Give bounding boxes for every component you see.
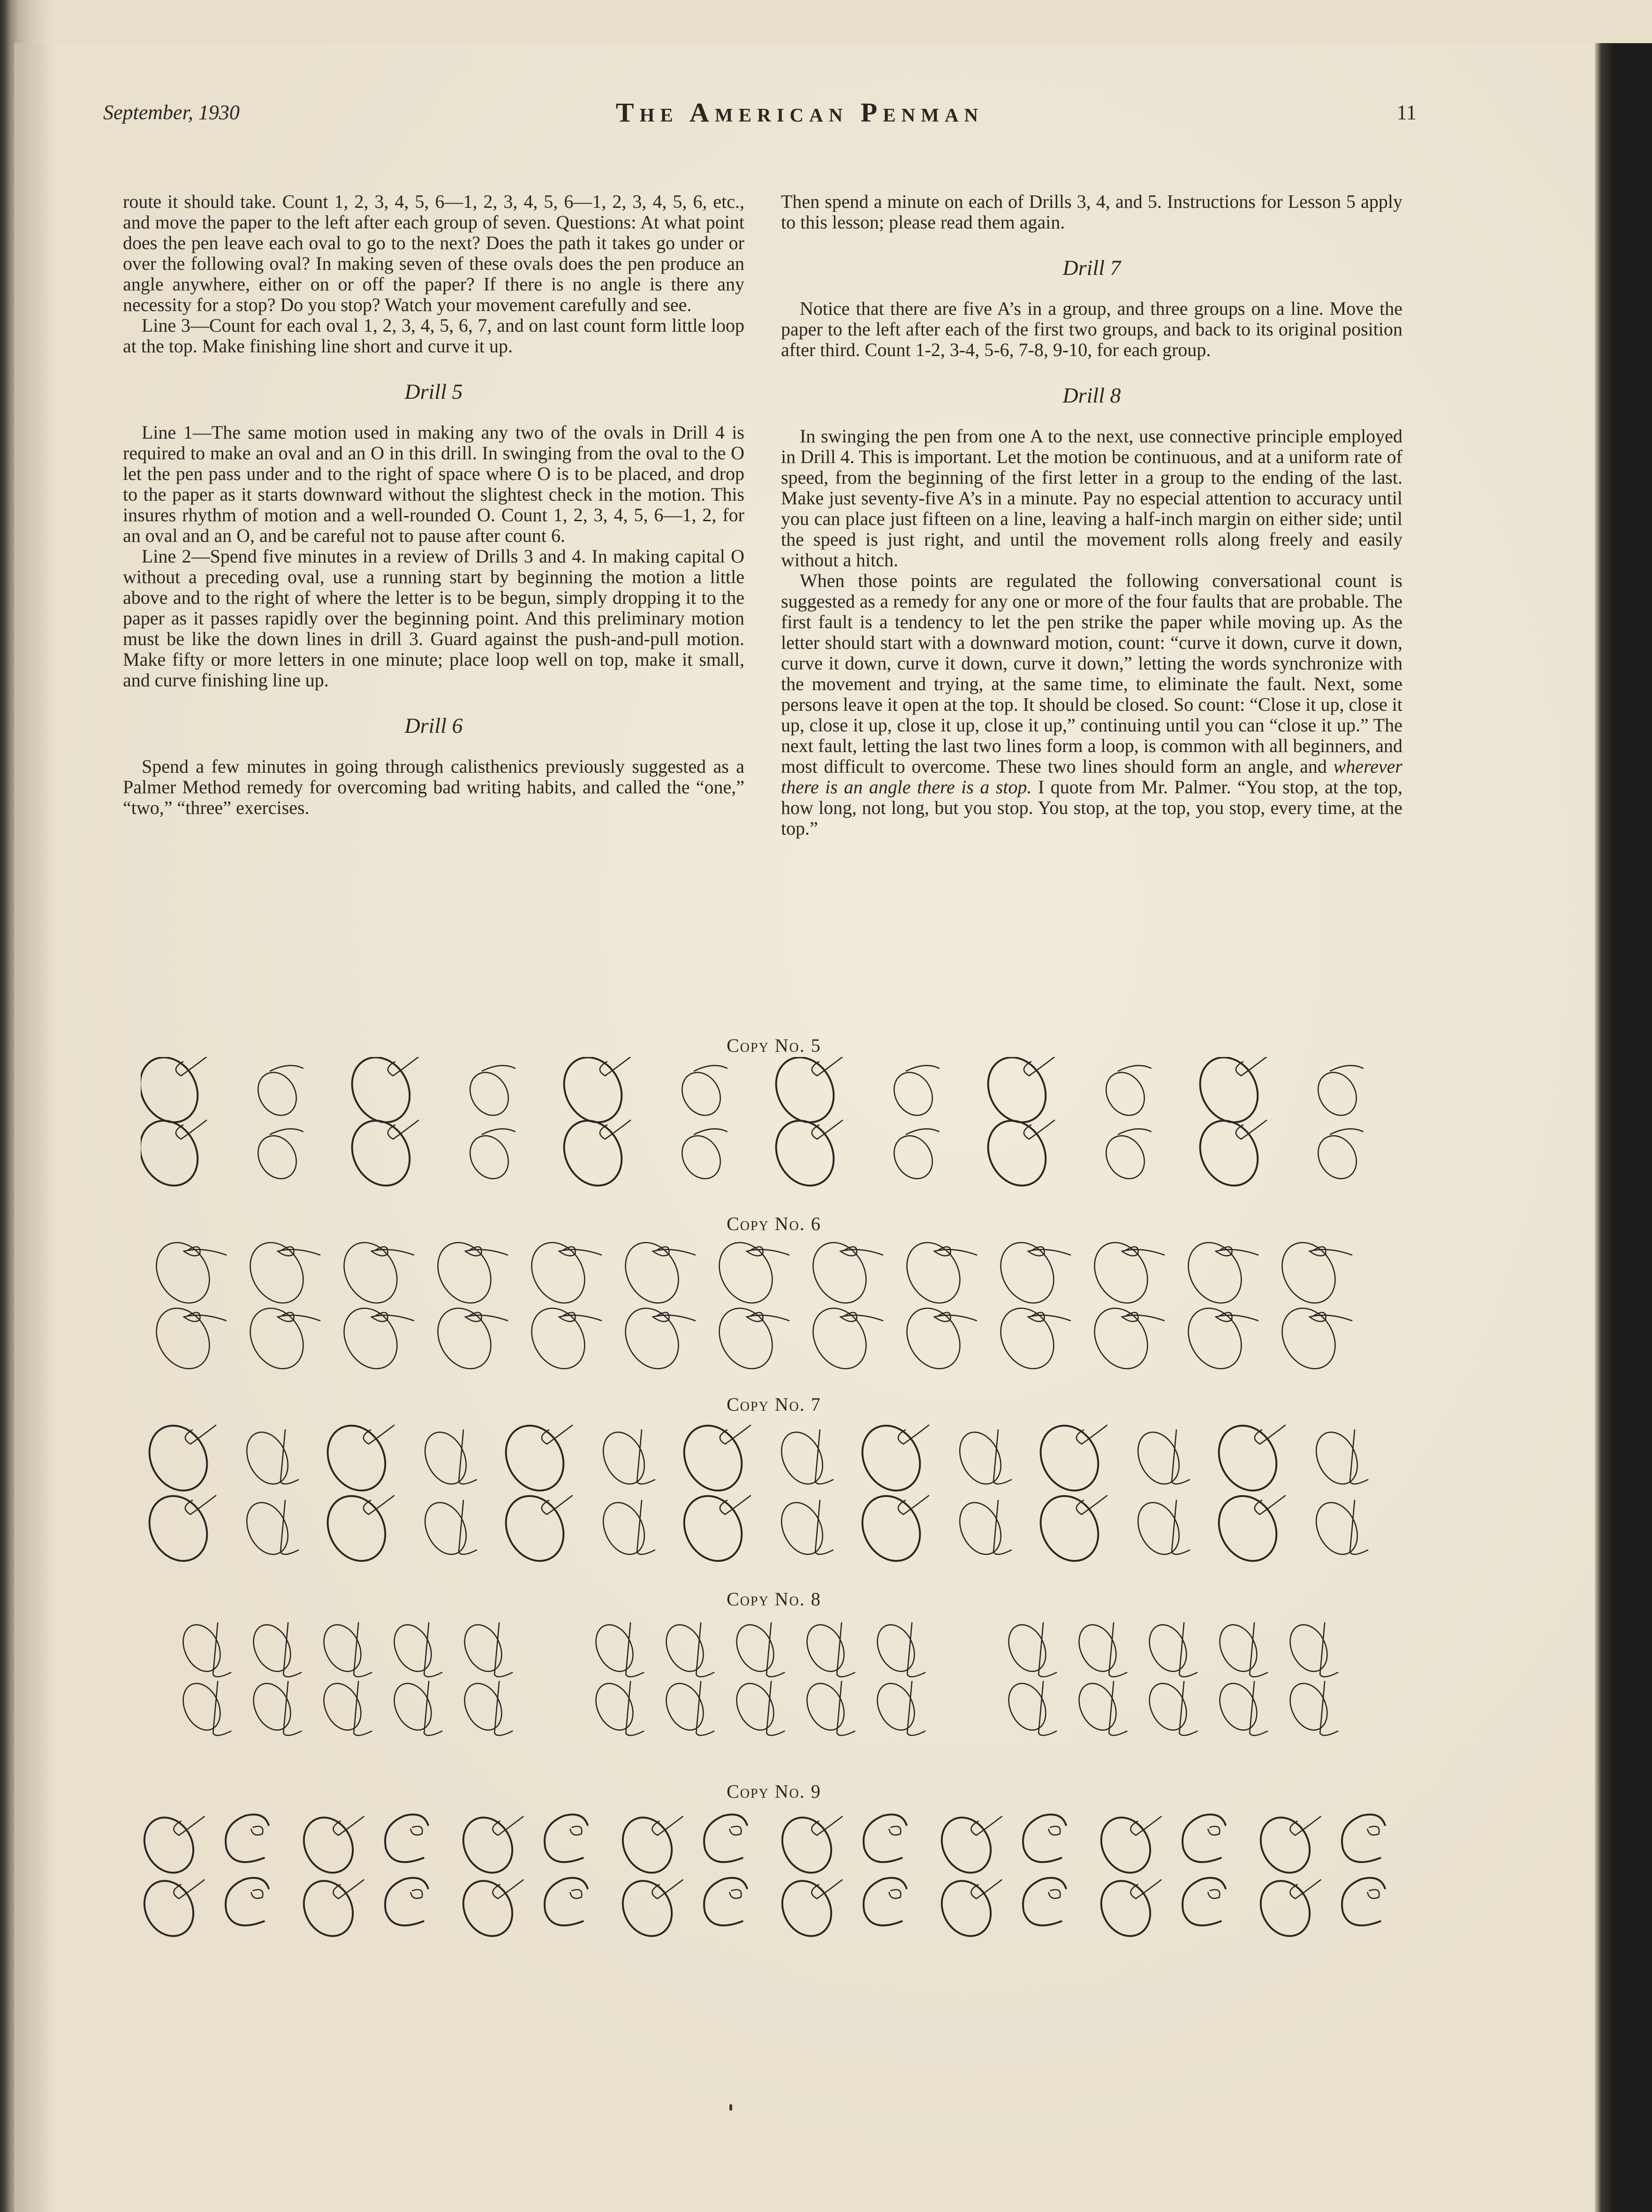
- capital-a-bowl: [417, 1496, 474, 1561]
- capital-o-stroke: [1251, 1809, 1319, 1881]
- capital-o-stroke: [495, 1416, 575, 1501]
- capital-a-stem: [354, 1623, 371, 1677]
- capital-o-stroke: [673, 1416, 753, 1501]
- capital-a-stem: [766, 1623, 784, 1677]
- capital-o-stroke: [896, 1299, 970, 1371]
- capital-a-stem: [494, 1623, 512, 1677]
- capital-o-stroke: [990, 1299, 1064, 1371]
- copy-title: Copy No. 7: [727, 1394, 821, 1415]
- copy-no-6: [141, 1213, 1407, 1371]
- capital-a-bowl: [1212, 1619, 1264, 1677]
- oval-stroke: [462, 1129, 516, 1186]
- capital-a-bowl: [1142, 1677, 1193, 1736]
- capital-a-stem: [1109, 1623, 1127, 1677]
- capital-a-bowl: [659, 1677, 710, 1736]
- capital-c-stroke: [385, 1878, 428, 1925]
- capital-c-stroke: [704, 1815, 747, 1862]
- connector-stroke: [1310, 1247, 1352, 1256]
- capital-a-stem: [637, 1430, 655, 1484]
- capital-c-loop: [411, 1826, 423, 1835]
- capital-a-bowl: [952, 1496, 1009, 1561]
- capital-a-stem: [1038, 1623, 1056, 1677]
- connector-stroke: [1330, 1129, 1363, 1134]
- capital-o-stroke: [141, 1486, 218, 1566]
- capital-o-stroke: [141, 1416, 218, 1501]
- capital-a-stem: [1172, 1500, 1190, 1554]
- capital-a-bowl: [1283, 1677, 1334, 1736]
- paragraph: Line 1—The same motion used in making any two of the ovals in Drill 4 is required to make an oval and an O in this drill. In swinging from the oval to the O let the pen pass under and to the right of space where O is to be placed, and drop to the paper as it starts downward without the slightest check in the motion. This insures rhythm of motion and a well-rounded O. Count 1, 2, 3, 4, 5, 6—1, 2, for an oval and an O, and be careful not to pause after count 6.: [123, 422, 744, 546]
- capital-o-stroke: [454, 1872, 522, 1944]
- capital-a-bowl: [773, 1496, 831, 1561]
- header-date: September, 1930: [103, 101, 240, 124]
- capital-o-stroke: [1178, 1299, 1252, 1371]
- paragraph: Line 2—Spend five minutes in a review of Drills 3 and 4. In making capital O without a preceding oval, use a running start by beginning the motion a little above and to the right of where the letter is to be begun, simply dropping it to the paper as it passes rapidly over the beginning point. And this preliminary motion must be like the down lines in drill 3. Guard against the push-and-pull motion. Make fifty or more letters in one minute; place loop well on top, make it small, and curve finishing line up.: [123, 546, 744, 691]
- capital-a-stem: [993, 1430, 1011, 1484]
- connector-stroke: [270, 1065, 303, 1071]
- capital-o-stroke: [1084, 1299, 1158, 1371]
- paragraph: Spend a few minutes in going through calisthenics previously suggested as a Palmer Method remedy for overcoming bad writing habits, and called the “one,” “two,” “three” exercises.: [123, 756, 744, 818]
- capital-c-loop: [889, 1890, 901, 1899]
- oval-stroke: [674, 1129, 728, 1186]
- paragraph: Line 3—Count for each oval 1, 2, 3, 4, 5, 6, 7, and on last count form little loop at the top. Make finishing line short and curve it up.: [123, 315, 744, 357]
- connector-stroke: [653, 1313, 695, 1322]
- text-run: I quote from Mr. Palmer. “You stop, at the top, how long, not long, but you stop. You stop, at the top, you stop, every time, at the top.”: [781, 776, 1402, 839]
- drill-heading: Drill 5: [404, 380, 463, 403]
- capital-a-bowl: [1072, 1619, 1123, 1677]
- connector-stroke: [747, 1313, 789, 1322]
- capital-a-bowl: [1308, 1426, 1365, 1491]
- capital-a-bowl: [589, 1619, 640, 1677]
- capital-o-stroke: [1251, 1872, 1319, 1944]
- capital-o-stroke: [896, 1235, 970, 1313]
- capital-a-bowl: [1283, 1619, 1334, 1677]
- capital-a-bowl: [317, 1677, 368, 1736]
- oval-stroke: [1099, 1065, 1152, 1122]
- handwriting-specimen-copy-7: [141, 1416, 1407, 1566]
- capital-o-stroke: [141, 1057, 209, 1133]
- capital-o-stroke: [990, 1235, 1064, 1313]
- capital-o-stroke: [932, 1872, 1000, 1944]
- connector-stroke: [694, 1129, 727, 1134]
- capital-a-stem: [907, 1623, 925, 1677]
- capital-a-stem: [459, 1500, 477, 1554]
- capital-c-loop: [570, 1826, 582, 1835]
- capital-a-bowl: [1072, 1677, 1123, 1736]
- connector-stroke: [747, 1247, 789, 1256]
- capital-c-loop: [1049, 1826, 1061, 1835]
- capital-a-bowl: [457, 1619, 508, 1677]
- connector-stroke: [1118, 1065, 1151, 1071]
- capital-a-stem: [907, 1681, 925, 1735]
- capital-a-bowl: [870, 1619, 921, 1677]
- handwriting-specimen-copy-6: [141, 1235, 1407, 1371]
- capital-a-bowl: [952, 1426, 1009, 1491]
- capital-a-stem: [424, 1623, 442, 1677]
- connector-stroke: [482, 1065, 515, 1071]
- capital-c-stroke: [1023, 1878, 1066, 1925]
- capital-a-bowl: [870, 1677, 921, 1736]
- capital-c-stroke: [1182, 1815, 1226, 1862]
- capital-o-stroke: [295, 1872, 363, 1944]
- capital-o-stroke: [851, 1416, 931, 1501]
- handwriting-specimen-copy-8: [141, 1611, 1407, 1737]
- capital-o-stroke: [673, 1486, 753, 1566]
- capital-c-stroke: [545, 1815, 588, 1862]
- capital-o-stroke: [614, 1809, 682, 1881]
- connector-stroke: [465, 1313, 508, 1322]
- capital-c-stroke: [864, 1878, 907, 1925]
- capital-o-stroke: [614, 1872, 682, 1944]
- capital-o-stroke: [317, 1486, 396, 1566]
- capital-a-bowl: [773, 1426, 831, 1491]
- copy-title: Copy No. 8: [727, 1589, 821, 1610]
- paragraph: [781, 570, 1402, 839]
- capital-c-loop: [1208, 1826, 1220, 1835]
- oval-stroke: [887, 1129, 940, 1186]
- capital-c-stroke: [864, 1815, 907, 1862]
- capital-a-bowl: [387, 1619, 438, 1677]
- capital-o-stroke: [1030, 1486, 1109, 1566]
- capital-a-stem: [637, 1500, 655, 1554]
- connector-stroke: [934, 1247, 977, 1256]
- connector-stroke: [482, 1129, 515, 1134]
- capital-o-stroke: [240, 1235, 314, 1313]
- connector-stroke: [1310, 1313, 1352, 1322]
- connector-stroke: [1028, 1313, 1070, 1322]
- capital-a-bowl: [595, 1496, 652, 1561]
- capital-o-stroke: [773, 1872, 841, 1944]
- capital-a-stem: [1320, 1681, 1338, 1735]
- capital-a-bowl: [729, 1677, 781, 1736]
- capital-a-bowl: [659, 1619, 710, 1677]
- capital-a-bowl: [246, 1619, 297, 1677]
- capital-a-bowl: [1001, 1619, 1053, 1677]
- capital-c-loop: [1368, 1890, 1379, 1899]
- oval-stroke: [250, 1129, 304, 1186]
- connector-stroke: [1216, 1313, 1258, 1322]
- capital-a-bowl: [317, 1619, 368, 1677]
- connector-stroke: [1028, 1247, 1070, 1256]
- copy-title: Copy No. 6: [727, 1213, 821, 1234]
- capital-a-stem: [766, 1681, 784, 1735]
- copy-title: Copy No. 9: [727, 1781, 821, 1802]
- drill-heading: Drill 6: [404, 714, 463, 737]
- capital-o-stroke: [709, 1299, 783, 1371]
- capital-o-stroke: [1178, 1235, 1252, 1313]
- capital-o-stroke: [932, 1809, 1000, 1881]
- capital-o-stroke: [1092, 1872, 1160, 1944]
- connector-stroke: [184, 1247, 226, 1256]
- capital-c-stroke: [1182, 1878, 1226, 1925]
- capital-c-loop: [730, 1890, 742, 1899]
- capital-o-stroke: [521, 1299, 595, 1371]
- capital-c-stroke: [1342, 1878, 1385, 1925]
- capital-a-stem: [1179, 1681, 1197, 1735]
- connector-stroke: [1330, 1065, 1363, 1071]
- capital-o-stroke: [333, 1299, 408, 1371]
- connector-stroke: [371, 1247, 414, 1256]
- capital-a-bowl: [1212, 1677, 1264, 1736]
- capital-a-bowl: [239, 1426, 296, 1491]
- capital-c-loop: [1049, 1890, 1061, 1899]
- capital-o-stroke: [773, 1809, 841, 1881]
- page-edge-shadow: [1595, 43, 1652, 2212]
- connector-stroke: [1122, 1247, 1164, 1256]
- capital-c-stroke: [226, 1815, 269, 1862]
- capital-a-stem: [1109, 1681, 1127, 1735]
- capital-a-stem: [696, 1681, 714, 1735]
- capital-a-stem: [837, 1681, 855, 1735]
- connector-stroke: [371, 1313, 414, 1322]
- capital-a-bowl: [176, 1619, 227, 1677]
- capital-a-bowl: [387, 1677, 438, 1736]
- oval-stroke: [674, 1065, 728, 1122]
- capital-o-stroke: [615, 1235, 689, 1313]
- capital-o-stroke: [803, 1299, 877, 1371]
- capital-a-bowl: [1308, 1496, 1365, 1561]
- connector-stroke: [278, 1313, 320, 1322]
- capital-o-stroke: [495, 1486, 575, 1566]
- capital-c-stroke: [226, 1878, 269, 1925]
- capital-a-bowl: [589, 1677, 640, 1736]
- capital-a-stem: [283, 1623, 301, 1677]
- connector-stroke: [1122, 1313, 1164, 1322]
- capital-c-loop: [411, 1890, 423, 1899]
- capital-o-stroke: [615, 1299, 689, 1371]
- copy-no-8: [141, 1588, 1407, 1737]
- capital-a-bowl: [595, 1426, 652, 1491]
- oval-stroke: [887, 1065, 940, 1122]
- capital-o-stroke: [146, 1299, 220, 1371]
- capital-c-loop: [251, 1890, 263, 1899]
- capital-a-stem: [1350, 1430, 1368, 1484]
- connector-stroke: [270, 1129, 303, 1134]
- paragraph: Then spend a minute on each of Drills 3, 4, and 5. Instructions for Lesson 5 apply to this lesson; please read them again.: [781, 191, 1402, 233]
- capital-a-stem: [1250, 1623, 1267, 1677]
- capital-o-stroke: [851, 1486, 931, 1566]
- capital-o-stroke: [1272, 1235, 1346, 1313]
- capital-a-bowl: [729, 1619, 781, 1677]
- paragraph: In swinging the pen from one A to the next, use connective principle employed in Drill 4. This is important. Let the motion be continuous, and at a uniform rate of speed, from the beginning of the first letter in a group to the ending of the last. Make just seventy-five A’s in a minute. Pay no especial attention to accuracy until you can place just fifteen on a line, leaving a half-inch margin on either side; until the speed is just right, and until the movement rolls along freely and easily without a hitch.: [781, 426, 1402, 570]
- capital-a-bowl: [246, 1677, 297, 1736]
- capital-a-stem: [213, 1623, 231, 1677]
- capital-o-stroke: [803, 1235, 877, 1313]
- connector-stroke: [841, 1247, 883, 1256]
- right-column: [781, 191, 1402, 839]
- capital-a-bowl: [1130, 1496, 1187, 1561]
- capital-c-stroke: [1342, 1815, 1385, 1862]
- drill-heading: Drill 7: [1062, 256, 1121, 280]
- ink-speck: [729, 2104, 732, 2111]
- capital-o-stroke: [317, 1416, 396, 1501]
- capital-c-loop: [251, 1826, 263, 1835]
- capital-o-stroke: [1084, 1235, 1158, 1313]
- capital-a-stem: [815, 1430, 833, 1484]
- capital-o-stroke: [1272, 1299, 1346, 1371]
- capital-a-bowl: [457, 1677, 508, 1736]
- oval-stroke: [1099, 1129, 1152, 1186]
- connector-stroke: [841, 1313, 883, 1322]
- capital-o-stroke: [333, 1235, 408, 1313]
- capital-c-stroke: [1023, 1815, 1066, 1862]
- left-column: [123, 191, 744, 818]
- capital-o-stroke: [141, 1809, 203, 1881]
- capital-a-stem: [837, 1623, 855, 1677]
- capital-a-bowl: [1001, 1677, 1053, 1736]
- text-run: When those points are regulated the following conversational count is suggested as a remedy for any one or more of the four faults that are probable. The first fault is a tendency to let the pen strike the paper while moving up. As the letter should start with a downward motion, count: “curve it down, curve it down, curve it down, curve it down, curve it down,” letting the words synchronize with the movement and trying, at the same time, to eliminate the fault. Next, some persons leave it open at the top. It should be closed. So count: “Close it up, close it up, close it up, close it up, close it up,” continuing until you can “close it up.” The next fault, letting the last two lines form a loop, is common with all beginners, and most difficult to overcome. These two lines should form an angle, and: [781, 570, 1402, 777]
- capital-a-stem: [494, 1681, 512, 1735]
- capital-o-stroke: [427, 1299, 501, 1371]
- capital-o-stroke: [1208, 1416, 1288, 1501]
- capital-a-stem: [424, 1681, 442, 1735]
- capital-o-stroke: [295, 1809, 363, 1881]
- connector-stroke: [559, 1313, 601, 1322]
- capital-a-bowl: [800, 1619, 851, 1677]
- oval-stroke: [462, 1065, 516, 1122]
- connector-stroke: [694, 1065, 727, 1071]
- capital-a-stem: [280, 1500, 298, 1554]
- capital-a-stem: [283, 1681, 301, 1735]
- copy-no-7: [141, 1393, 1407, 1566]
- connector-stroke: [278, 1247, 320, 1256]
- capital-a-bowl: [1130, 1426, 1187, 1491]
- emphasis-text: wherever there is an angle there is a stop.: [781, 756, 1402, 798]
- capital-o-stroke: [454, 1809, 522, 1881]
- capital-a-stem: [626, 1623, 644, 1677]
- connector-stroke: [184, 1313, 226, 1322]
- copy-no-9: [141, 1780, 1407, 1944]
- paragraph: route it should take. Count 1, 2, 3, 4, 5, 6—1, 2, 3, 4, 5, 6—1, 2, 3, 4, 5, 6, etc., and move the paper to the left after each group of seven. Questions: At what point does the pen leave each oval to go to the next? Does the path it takes go under or over the following oval? In making seven of these ovals does the pen produce an angle anywhere, either on or off the paper? If there is no angle is there any necessity for a stop? Do you stop? Watch your movement carefully and see.: [123, 191, 744, 315]
- capital-a-bowl: [417, 1426, 474, 1491]
- capital-a-stem: [354, 1681, 371, 1735]
- capital-o-stroke: [240, 1299, 314, 1371]
- capital-o-stroke: [1208, 1486, 1288, 1566]
- capital-c-loop: [1208, 1890, 1220, 1899]
- capital-a-bowl: [176, 1677, 227, 1736]
- capital-a-stem: [280, 1430, 298, 1484]
- capital-a-stem: [1179, 1623, 1197, 1677]
- connector-stroke: [934, 1313, 977, 1322]
- connector-stroke: [1216, 1247, 1258, 1256]
- capital-a-stem: [1172, 1430, 1190, 1484]
- capital-o-stroke: [141, 1110, 209, 1188]
- connector-stroke: [559, 1247, 601, 1256]
- connector-stroke: [906, 1065, 939, 1071]
- capital-a-stem: [696, 1623, 714, 1677]
- connector-stroke: [653, 1247, 695, 1256]
- oval-stroke: [1311, 1129, 1364, 1186]
- handwriting-specimen-copy-5: [141, 1057, 1407, 1188]
- capital-o-stroke: [146, 1235, 220, 1313]
- capital-a-bowl: [239, 1496, 296, 1561]
- capital-c-stroke: [385, 1815, 428, 1862]
- connector-stroke: [1118, 1129, 1151, 1134]
- capital-o-stroke: [1092, 1809, 1160, 1881]
- capital-a-stem: [626, 1681, 644, 1735]
- capital-a-stem: [213, 1681, 231, 1735]
- capital-a-stem: [1320, 1623, 1338, 1677]
- drill-heading: Drill 8: [1062, 383, 1121, 407]
- capital-a-stem: [993, 1500, 1011, 1554]
- capital-c-stroke: [704, 1878, 747, 1925]
- copy-no-5: [141, 1034, 1407, 1188]
- copy-title: Copy No. 5: [727, 1035, 821, 1056]
- capital-o-stroke: [141, 1872, 203, 1944]
- capital-c-loop: [730, 1826, 742, 1835]
- capital-a-stem: [1350, 1500, 1368, 1554]
- header-title: The American Penman: [615, 97, 984, 128]
- capital-a-stem: [459, 1430, 477, 1484]
- capital-o-stroke: [709, 1235, 783, 1313]
- capital-o-stroke: [1030, 1416, 1109, 1501]
- capital-o-stroke: [521, 1235, 595, 1313]
- page-number: 11: [1396, 101, 1417, 124]
- capital-a-stem: [1250, 1681, 1267, 1735]
- connector-stroke: [906, 1129, 939, 1134]
- capital-c-loop: [570, 1890, 582, 1899]
- oval-stroke: [250, 1065, 304, 1122]
- capital-a-bowl: [1142, 1619, 1193, 1677]
- handwriting-specimen-copy-9: [141, 1803, 1407, 1944]
- capital-o-stroke: [427, 1235, 501, 1313]
- paragraph: Notice that there are five A’s in a group, and three groups on a line. Move the paper to the left after each of the first two groups, and back to its original position after third. Count 1-2, 3-4, 5-6, 7-8, 9-10, for each group.: [781, 298, 1402, 360]
- connector-stroke: [465, 1247, 508, 1256]
- capital-c-loop: [1368, 1826, 1379, 1835]
- capital-a-bowl: [800, 1677, 851, 1736]
- capital-a-stem: [1038, 1681, 1056, 1735]
- capital-c-loop: [889, 1826, 901, 1835]
- oval-stroke: [1311, 1065, 1364, 1122]
- capital-c-stroke: [545, 1878, 588, 1925]
- capital-a-stem: [815, 1500, 833, 1554]
